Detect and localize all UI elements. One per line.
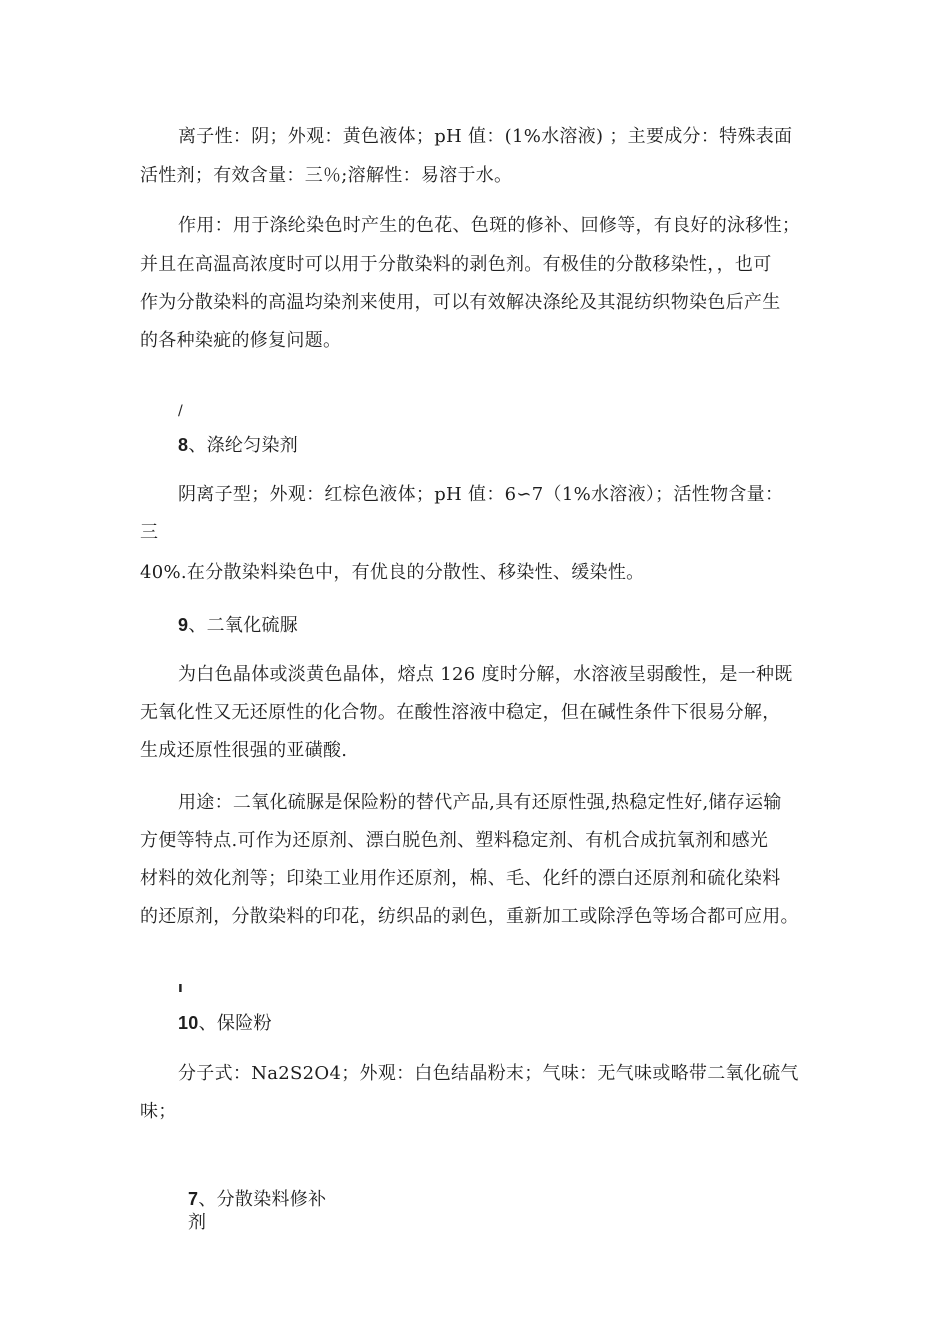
- paragraph-function-line-1: 作用：用于涤纶染色时产生的色花、色斑的修补、回修等，有良好的泳移性；: [178, 215, 801, 236]
- paragraph-ionic-props-line-2: 活性剂；有效含量：三％;溶解性：易溶于水。: [140, 165, 513, 186]
- heading-section-10-text: 、保险粉: [198, 1013, 272, 1034]
- heading-section-7-text: 、分散染料修补: [198, 1189, 327, 1210]
- paragraph-sodium-hydrosulfite-line-1: 分子式：Na2S2O4；外观：白色结晶粉末；气味：无气味或略带二氧化硫气: [178, 1063, 799, 1084]
- paragraph-usage-line-4: 的还原剂，分散染料的印花，纺织品的剥色，重新加工或除浮色等场合都可应用。: [140, 906, 799, 927]
- paragraph-thiourea-dioxide-line-3: 生成还原性很强的亚磺酸.: [140, 740, 348, 761]
- heading-section-7: [188, 1188, 326, 1211]
- paragraph-function-line-2: 并且在高温高浓度时可以用于分散染料的剥色剂。有极佳的分散移染性，，也可: [140, 254, 772, 275]
- heading-section-10-number: 10: [178, 1013, 199, 1033]
- paragraph-leveling-agent-line-2: 三: [140, 522, 159, 543]
- heading-section-8: [178, 434, 298, 457]
- paragraph-usage-line-2: 方便等特点.可作为还原剂、漂白脱色剂、塑料稳定剂、有机合成抗氧剂和感光: [140, 830, 769, 851]
- stray-mark-1: /: [178, 403, 183, 419]
- paragraph-ionic-props-line-1: 离子性：阴；外观：黄色液体；pH 值：(1%水溶液) ；主要成分：特殊表面: [178, 126, 793, 147]
- paragraph-usage-line-3: 材料的效化剂等；印染工业用作还原剂，棉、毛、化纤的漂白还原剂和硫化染料: [140, 868, 781, 889]
- heading-section-8-text: 、涤纶匀染剂: [188, 435, 299, 456]
- paragraph-thiourea-dioxide-line-2: 无氧化性又无还原性的化合物。在酸性溶液中稳定，但在碱性条件下很易分解，: [140, 702, 781, 723]
- heading-section-8-number: 8: [178, 435, 189, 455]
- paragraph-function-line-4: 的各种染疵的修复问题。: [140, 330, 342, 351]
- paragraph-leveling-agent-line-3: 40%.在分散染料染色中，有优良的分散性、移染性、缓染性。: [140, 562, 645, 583]
- heading-section-9-number: 9: [178, 615, 189, 635]
- paragraph-usage-line-1: 用途：二氧化硫脲是保险粉的替代产品,具有还原性强,热稳定性好,储存运输: [178, 792, 782, 813]
- heading-section-9-text: 、二氧化硫脲: [188, 615, 299, 636]
- heading-section-7-continuation: 剂: [188, 1212, 207, 1233]
- paragraph-leveling-agent-line-1: 阴离子型；外观：红棕色液体；pH 值：6∽7（1%水溶液）；活性物含量：: [178, 484, 784, 505]
- heading-section-10: [178, 1012, 272, 1035]
- heading-section-7-number: 7: [188, 1189, 199, 1209]
- stray-mark-2: ı: [178, 980, 183, 996]
- heading-section-9: [178, 614, 298, 637]
- paragraph-sodium-hydrosulfite-line-2: 味；: [140, 1101, 177, 1122]
- paragraph-thiourea-dioxide-line-1: 为白色晶体或淡黄色晶体，熔点 126 度时分解，水溶液呈弱酸性，是一种既: [178, 664, 793, 685]
- paragraph-function-line-3: 作为分散染料的高温均染剂来使用，可以有效解决涤纶及其混纺织物染色后产生: [140, 292, 781, 313]
